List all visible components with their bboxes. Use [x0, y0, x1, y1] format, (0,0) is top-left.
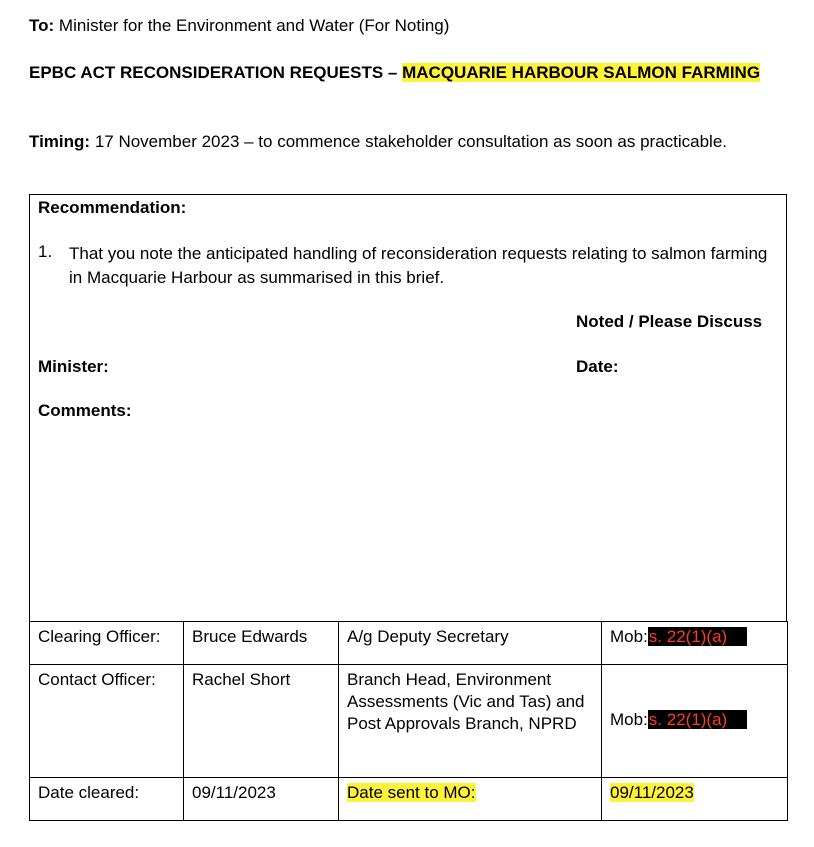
- title-plain: EPBC ACT RECONSIDERATION REQUESTS –: [29, 63, 403, 82]
- mobile-cell: [602, 665, 788, 778]
- mobile-label: Mob:: [610, 627, 648, 646]
- timing-text: 17 November 2023 – to commence stakeholder consultation as soon as practicable.: [94, 132, 728, 151]
- officer-position-cell: A/g Deputy Secretary: [339, 622, 602, 665]
- timing-label: Timing:: [29, 132, 91, 151]
- recommendation-text: That you note the anticipated handling of reconsideration requests relating to salmon farming in Macquarie Harbour as summarised in this brief.: [69, 244, 768, 287]
- officer-table: [29, 621, 788, 821]
- officer-role-cell: Clearing Officer:: [30, 622, 184, 665]
- date-sent-value: 09/11/2023: [610, 783, 694, 802]
- mobile-label: Mob:: [610, 710, 648, 729]
- mobile-cell: [602, 622, 788, 665]
- recommendation-heading: Recommendation:: [38, 198, 187, 217]
- recommendation-number: 1.: [38, 242, 53, 261]
- officer-name-cell: Rachel Short: [184, 665, 339, 778]
- date-sent-cell-value: [602, 778, 788, 821]
- redacted-mobile: s. 22(1)(a): [648, 710, 747, 729]
- redacted-mobile: s. 22(1)(a): [648, 627, 747, 646]
- date-cleared-label: Date cleared:: [30, 778, 184, 821]
- addressee-line: [29, 16, 449, 36]
- table-row: [30, 778, 788, 821]
- timing-line: [29, 130, 729, 154]
- date-label: Date:: [576, 357, 619, 376]
- minister-label: Minister:: [38, 357, 109, 376]
- date-sent-cell: [339, 778, 602, 821]
- officer-role-cell: Contact Officer:: [30, 665, 184, 778]
- document-title: [29, 61, 789, 85]
- officer-name-cell: Bruce Edwards: [184, 622, 339, 665]
- table-row: [30, 622, 788, 665]
- to-text: Minister for the Environment and Water (For Noting): [58, 16, 450, 35]
- title-highlighted: MACQUARIE HARBOUR SALMON FARMING: [402, 63, 761, 82]
- table-row: [30, 665, 788, 778]
- to-label: To:: [29, 16, 55, 35]
- date-sent-label: Date sent to MO:: [347, 783, 476, 802]
- noted-discuss-label: Noted / Please Discuss: [576, 312, 763, 331]
- officer-position-cell: Branch Head, Environment Assessments (Vic and Tas) and Post Approvals Branch, NPRD: [339, 665, 602, 778]
- date-cleared-value: 09/11/2023: [184, 778, 339, 821]
- comments-label: Comments:: [38, 401, 132, 420]
